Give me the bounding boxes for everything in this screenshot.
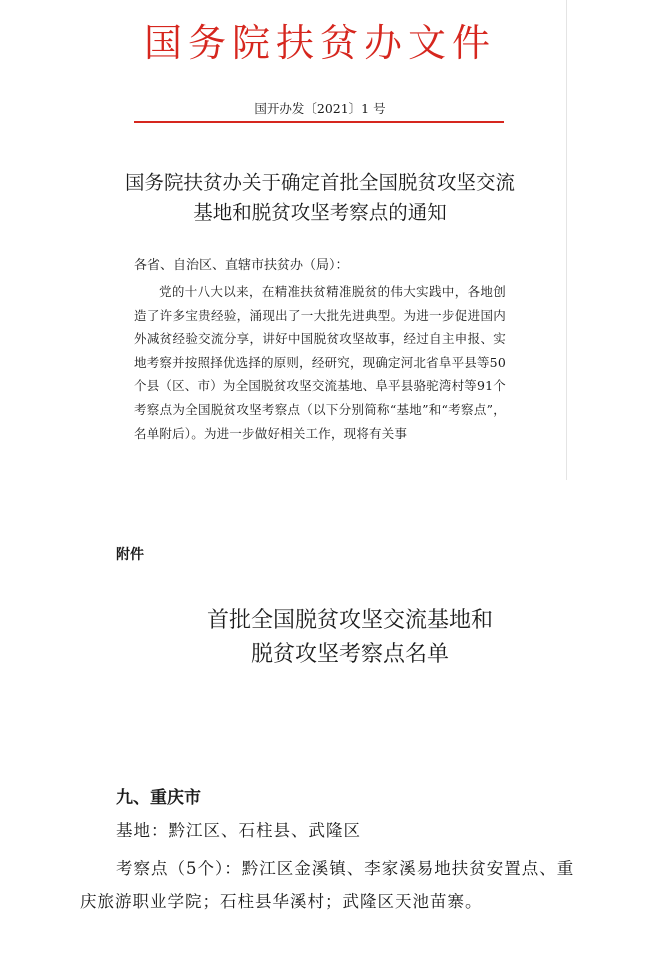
list-title-line-1: 首批全国脱贫攻坚交流基地和 bbox=[206, 608, 493, 633]
page-edge-divider bbox=[566, 0, 567, 480]
document-number: 国开办发〔2021〕1 号 bbox=[254, 101, 386, 116]
notice-title-line-2: 基地和脱贫攻坚考察点的通知 bbox=[193, 201, 447, 224]
section-heading-chongqing: 九、重庆市 bbox=[116, 788, 201, 808]
notice-title bbox=[110, 168, 530, 228]
attachment-label: 附件 bbox=[116, 547, 144, 563]
base-list-line: 基地：黔江区、石柱县、武隆区 bbox=[116, 821, 361, 840]
list-title-line-2: 脱贫攻坚考察点名单 bbox=[250, 642, 449, 667]
red-header-rule bbox=[134, 121, 504, 123]
salutation: 各省、自治区、直辖市扶贫办（局）： bbox=[134, 258, 349, 273]
document-header: 国务院扶贫办文件 bbox=[143, 21, 496, 65]
inspection-points-paragraph: 考察点（5个）：黔江区金溪镇、李家溪易地扶贫安置点、重庆旅游职业学院；石柱县华溪村；武隆区天池苗寨。 bbox=[80, 859, 575, 911]
notice-title-line-1: 国务院扶贫办关于确定首批全国脱贫攻坚交流 bbox=[124, 171, 515, 194]
attachment-list-title bbox=[150, 604, 550, 672]
notice-body-paragraph: 党的十八大以来，在精准扶贫精准脱贫的伟大实践中，各地创造了许多宝贵经验，涌现出了一大批先进典型。为进一步促进国内外减贫经验交流分享，讲好中国脱贫攻坚故事，经过自主申报、实地考察并按照择优选择的原则，经研究，现确定河北省阜平县等50个县（区、市）为全国脱贫攻坚交流基地、阜平县骆驼湾村等91个考察点为全国脱贫攻坚考察点（以下分别简称“基地”和“考察点”，名单附后）。为进一步做好相关工作，现将有关事 bbox=[134, 284, 506, 441]
